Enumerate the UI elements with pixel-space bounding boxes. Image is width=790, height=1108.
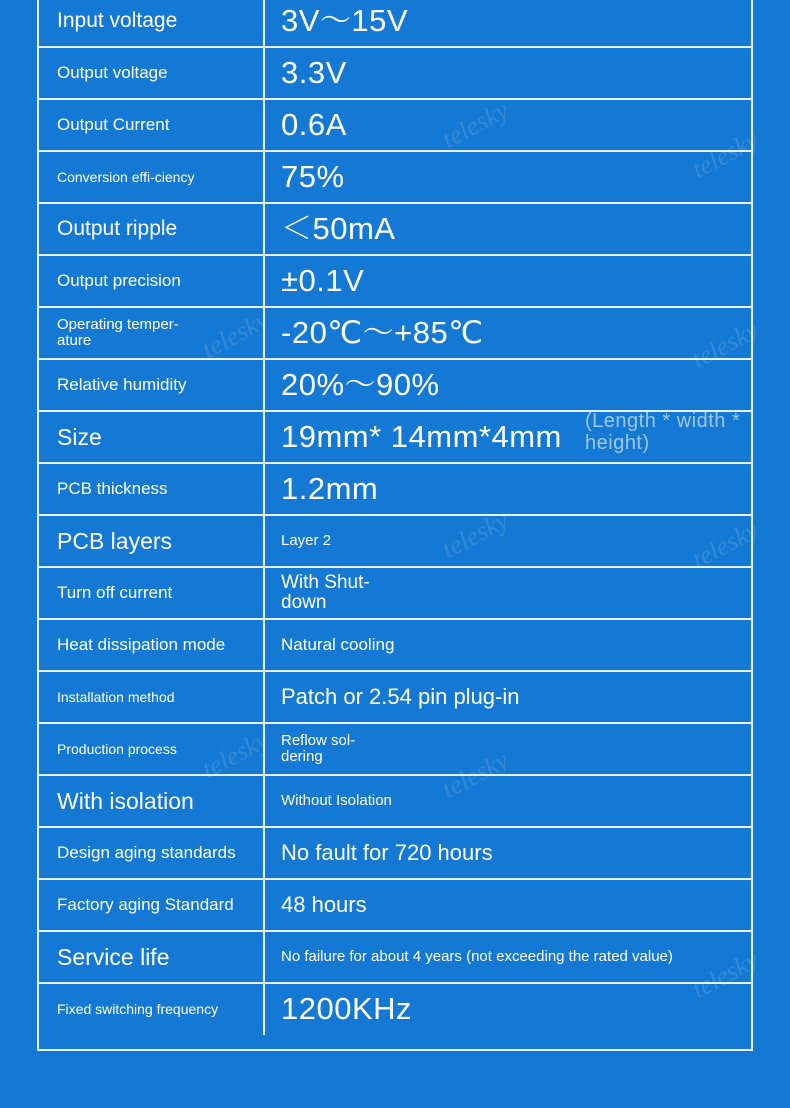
watermark-text: telesky [687, 315, 764, 374]
spec-value: No fault for 720 hours [281, 840, 493, 866]
spec-row [39, 828, 751, 880]
spec-row [39, 48, 751, 100]
spec-label: Design aging standards [39, 828, 265, 878]
spec-row [39, 308, 751, 360]
spec-row [39, 152, 751, 204]
spec-row [39, 100, 751, 152]
spec-label: PCB layers [39, 516, 265, 566]
spec-label: Heat dissipation mode [39, 620, 265, 670]
spec-label: Operating temper-ature [39, 308, 265, 358]
spec-row [39, 516, 751, 568]
spec-label: Output ripple [39, 204, 265, 254]
spec-label: Output Current [39, 100, 265, 150]
spec-label: Factory aging Standard [39, 880, 265, 930]
size-dimension-note: (Length * width * height) [585, 410, 741, 454]
spec-row [39, 984, 751, 1035]
spec-label: Output voltage [39, 48, 265, 98]
spec-row [39, 360, 751, 412]
spec-label: Output precision [39, 256, 265, 306]
spec-value: No failure for about 4 years (not exceeding the rated value) [281, 948, 673, 966]
spec-row [39, 464, 751, 516]
size-value: 19mm* 14mm*4mm [281, 418, 562, 454]
spec-label: Input voltage [39, 0, 265, 46]
watermark-text: telesky [197, 305, 274, 364]
spec-value: Natural cooling [281, 635, 395, 655]
spec-row [39, 880, 751, 932]
spec-value: 0.6A [281, 106, 347, 142]
watermark-text: telesky [687, 945, 764, 1004]
spec-row [39, 256, 751, 308]
watermark-text: telesky [687, 125, 764, 184]
spec-row [39, 724, 751, 776]
spec-value: 3.3V [281, 54, 347, 90]
spec-label: Conversion effi-ciency [39, 152, 265, 202]
spec-row [39, 0, 751, 48]
spec-label: Fixed switching frequency [39, 984, 265, 1035]
spec-value: 48 hours [281, 892, 367, 918]
spec-row [39, 932, 751, 984]
spec-value: With Shut-down [281, 572, 370, 613]
watermark-text: telesky [687, 515, 764, 574]
spec-value: 75% [281, 158, 345, 194]
spec-value: 1200KHz [281, 991, 413, 1027]
spec-row [39, 672, 751, 724]
spec-label: Service life [39, 932, 265, 982]
spec-value: ＜50mA [281, 210, 396, 246]
spec-value: Patch or 2.54 pin plug-in [281, 684, 520, 710]
spec-row [39, 412, 751, 464]
spec-label: PCB thickness [39, 464, 265, 514]
spec-value: 20%～90% [281, 366, 440, 402]
spec-label: Size [39, 412, 265, 462]
spec-label: Relative humidity [39, 360, 265, 410]
watermark-text: telesky [437, 745, 514, 804]
watermark-text: telesky [437, 95, 514, 154]
spec-label: Production process [39, 724, 265, 774]
spec-value: Layer 2 [281, 532, 332, 550]
spec-value: Reflow sol-dering [281, 732, 356, 765]
spec-label: Turn off current [39, 568, 265, 618]
watermark-text: telesky [437, 505, 514, 564]
spec-value: ±0.1V [281, 262, 365, 298]
spec-value [265, 412, 751, 462]
spec-value: 3V～15V [281, 2, 409, 38]
spec-value: 1.2mm [281, 470, 379, 506]
watermark-text: telesky [197, 725, 274, 784]
spec-label: Installation method [39, 672, 265, 722]
spec-row [39, 204, 751, 256]
spec-value: Without Isolation [281, 792, 392, 810]
spec-row [39, 568, 751, 620]
spec-value: -20℃～+85℃ [281, 314, 484, 350]
spec-row [39, 776, 751, 828]
spec-table [37, 0, 753, 1051]
spec-label: With isolation [39, 776, 265, 826]
spec-row [39, 620, 751, 672]
